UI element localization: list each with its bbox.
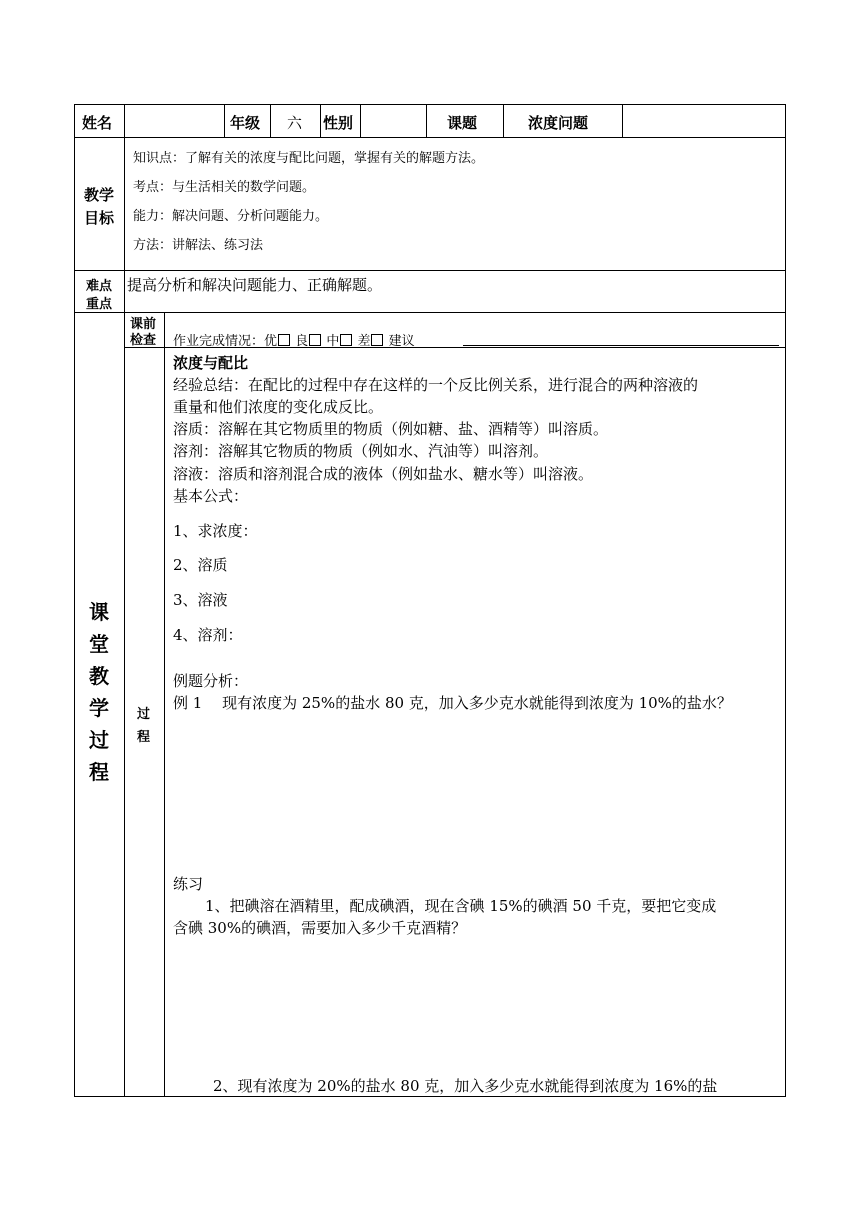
summary-line1: 经验总结：在配比的过程中存在这样的一个反比例关系，进行混合的两种溶液的 [173, 376, 699, 394]
keypoints-text: 提高分析和解决问题能力、正确解题。 [127, 276, 383, 294]
classroom-side-divider [124, 312, 125, 1096]
precheck-good: 良 [295, 334, 309, 349]
side-label-char: 堂 [89, 632, 109, 656]
checkbox-excellent[interactable] [278, 334, 290, 346]
header-divider [622, 104, 623, 138]
solute-definition: 溶质：溶解在其它物质里的物质（例如糖、盐、酒精等）叫溶质。 [173, 420, 609, 438]
precheck-row [173, 330, 415, 349]
checkbox-good[interactable] [309, 334, 321, 346]
table-border-top [74, 104, 786, 105]
formula-item: 3、溶液 [173, 591, 228, 609]
formula-item: 1、求浓度： [173, 522, 258, 540]
header-divider [124, 104, 125, 138]
grade-label: 年级 [230, 114, 261, 132]
practice-title: 练习 [173, 875, 204, 893]
objectives-label-line2: 目标 [84, 209, 115, 227]
formula-title: 基本公式： [173, 487, 249, 505]
table-border-bottom [74, 1096, 786, 1097]
precheck-poor: 差 [357, 334, 371, 349]
suggestion-underline[interactable] [463, 345, 779, 346]
precheck-mid: 中 [326, 334, 340, 349]
practice-1-line1: 1、把碘溶在酒精里，配成碘酒，现在含碘 15%的碘酒 50 千克，要把它变成 [205, 897, 717, 915]
side-label-char: 过 [89, 728, 109, 752]
objective-item: 方法：讲解法、练习法 [133, 238, 264, 253]
precheck-label-line2: 检查 [130, 333, 157, 348]
header-divider [270, 104, 271, 138]
practice-1-line2: 含碘 30%的碘酒，需要加入多少千克酒精？ [173, 919, 467, 937]
formula-item: 4、溶剂： [173, 626, 243, 644]
keypoints-label-line1: 难点 [86, 279, 113, 294]
side-label-char: 教 [89, 664, 109, 688]
checkbox-poor[interactable] [371, 334, 383, 346]
topic-label: 课题 [447, 114, 478, 132]
gender-label: 性别 [323, 114, 354, 132]
side-label-char: 课 [89, 600, 109, 624]
example-title: 例题分析： [173, 672, 249, 690]
row-divider-keypoints [74, 312, 786, 313]
header-divider [320, 104, 321, 138]
name-label: 姓名 [82, 114, 113, 132]
formula-item: 2、溶质 [173, 556, 228, 574]
solvent-definition: 溶剂：溶解其它物质的物质（例如水、汽油等）叫溶剂。 [173, 442, 549, 460]
header-divider [503, 104, 504, 138]
precheck-label-line1: 课前 [130, 317, 157, 332]
header-divider [224, 104, 225, 138]
objective-item: 考点：与生活相关的数学问题。 [133, 180, 316, 195]
table-border-left [74, 104, 75, 1097]
solution-definition: 溶液：溶质和溶剂混合成的液体（例如盐水、糖水等）叫溶液。 [173, 465, 594, 483]
table-border-right [785, 104, 786, 1097]
label-column-divider [124, 137, 125, 312]
grade-value[interactable]: 六 [287, 114, 303, 132]
row-divider-header [74, 137, 786, 138]
summary-line2: 重量和他们浓度的变化成反比。 [173, 398, 384, 416]
subcolumn-divider [164, 312, 165, 1096]
side-label-char: 程 [89, 760, 109, 784]
process-label-line2: 程 [137, 730, 151, 745]
content-heading: 浓度与配比 [173, 354, 249, 372]
row-divider-objectives [74, 270, 786, 271]
precheck-prefix: 作业完成情况：优 [173, 334, 278, 349]
objectives-label-line1: 教学 [84, 186, 115, 204]
objective-item: 知识点：了解有关的浓度与配比问题，掌握有关的解题方法。 [133, 151, 485, 166]
classroom-side-label [84, 596, 114, 788]
keypoints-label-line2: 重点 [86, 297, 113, 312]
precheck-suggest: 建议 [388, 334, 415, 349]
example-1: 例 1 现有浓度为 25%的盐水 80 克，加入多少克水就能得到浓度为 10%的盐水？ [173, 694, 732, 712]
header-divider [426, 104, 427, 138]
practice-2-line1: 2、现有浓度为 20%的盐水 80 克，加入多少克水就能得到浓度为 16%的盐 [213, 1077, 718, 1095]
side-label-char: 学 [89, 696, 109, 720]
objective-item: 能力：解决问题、分析问题能力。 [133, 209, 329, 224]
header-divider [360, 104, 361, 138]
checkbox-mid[interactable] [340, 334, 352, 346]
process-label-line1: 过 [137, 707, 151, 722]
topic-value: 浓度问题 [528, 114, 589, 132]
